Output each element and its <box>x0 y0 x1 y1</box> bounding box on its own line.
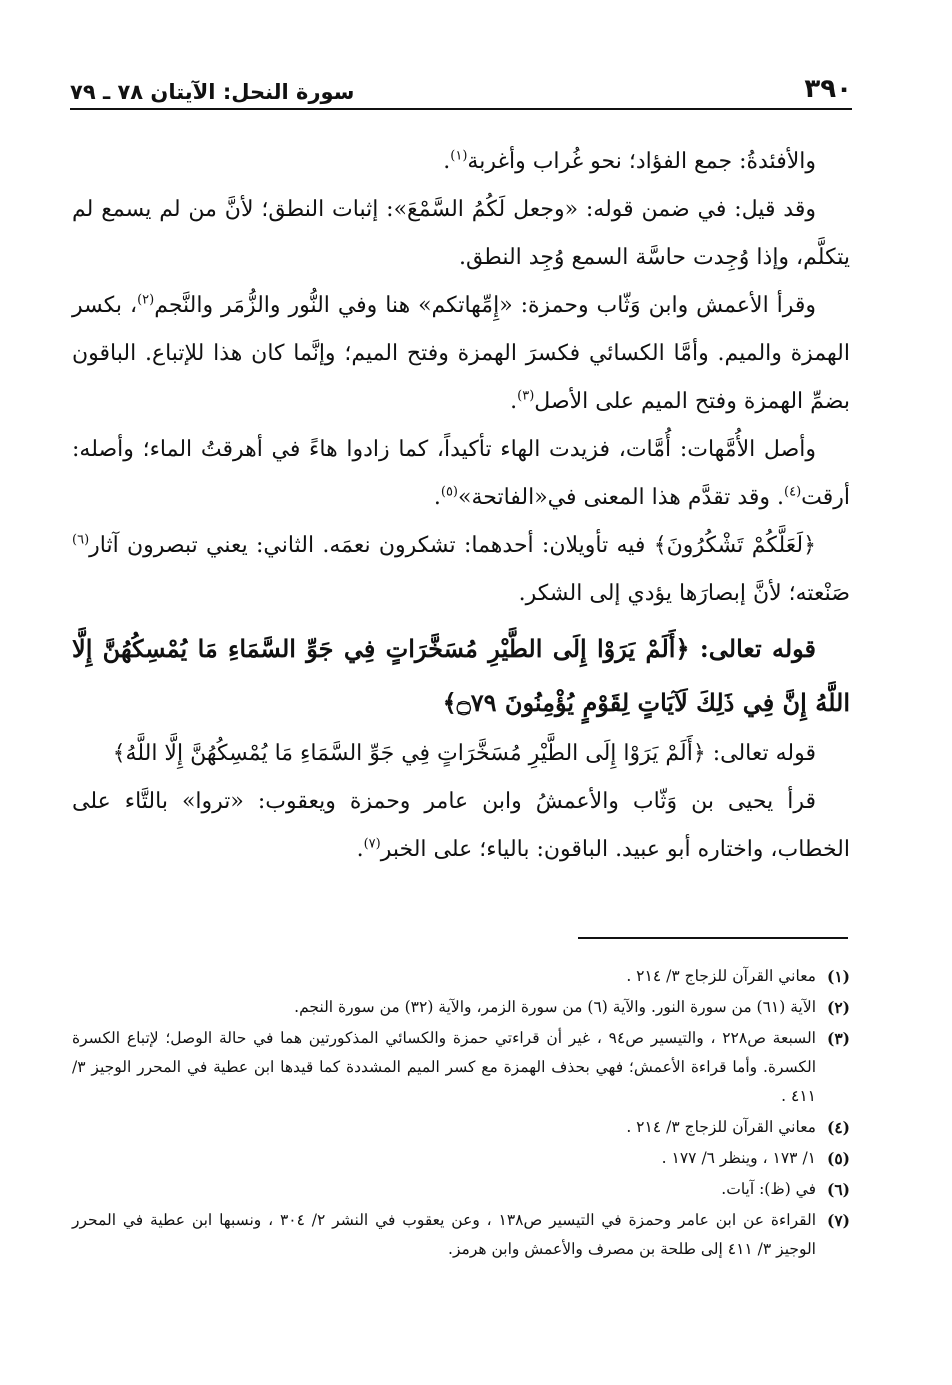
paragraph-text: وقرأ الأعمش وابن وَثّاب وحمزة: «إِمِّهاتكم» هنا وفي النُّور والزُّمَر والنَّجم <box>154 293 816 318</box>
footnote-item <box>72 1113 850 1142</box>
footnote-number: (٧) <box>826 1211 850 1230</box>
paragraph-tail: صَنْعته؛ لأنَّ إبصارَها يؤدي إلى الشكر. <box>518 581 850 606</box>
footnote-item <box>72 962 850 991</box>
footnote-item <box>72 1024 850 1111</box>
paragraph-tail: . <box>443 149 451 174</box>
footnote-ref[interactable]: (٧) <box>363 836 381 852</box>
footnotes <box>72 962 850 1266</box>
paragraph-tail: ، بكسر الهمزة والميم. وأمَّا الكسائي فكسرَ الهمزة وفتح الميم؛ وإنَّما كان هذا للإتباع. الباقون بضمِّ الهمزة وفتح الميم على الأصل <box>72 293 850 414</box>
footnote-number: (٤) <box>826 1118 850 1137</box>
footnote-item <box>72 993 850 1022</box>
paragraph-text: ﴿لَعَلَّكُمْ تَشْكُرُونَ﴾ فيه تأويلان: أحدهما: تشكرون نعمَه. الثاني: يعني تبصرون آثار <box>89 533 816 558</box>
paragraph-text: قرأ يحيى بن وَثّاب والأعمشُ وابن عامر وحمزة ويعقوب: «تروا» بالتَّاء على الخطاب، واختاره أبو عبيد. الباقون: بالياء؛ على الخبر <box>72 789 850 862</box>
footnote-text: ١/ ١٧٣ ، وينظر ٦/ ١٧٧ . <box>661 1149 816 1167</box>
footnote-text: القراءة عن ابن عامر وحمزة في التيسير ص١٣٨ ، وعن يعقوب في النشر ٢/ ٣٠٤ ، ونسبها ابن عطية في المحرر الوجيز ٣/ ٤١١ إلى طلحة بن مصرف والأعمش وابن هرمز. <box>72 1211 816 1258</box>
paragraph-4 <box>72 426 850 522</box>
paragraph-tail: . <box>510 389 518 414</box>
footnote-number: (٥) <box>826 1149 850 1168</box>
footnote-ref[interactable]: (١) <box>450 148 468 164</box>
quran-verse: ﴿أَلَمْ يَرَوْا إِلَى الطَّيْرِ مُسَخَّرَاتٍ فِي جَوِّ السَّمَاءِ مَا يُمْسِكُهُنَّ إِلَّا اللَّهُ إِنَّ فِي ذَلِكَ لَآيَاتٍ لِقَوْمٍ يُؤْمِنُونَ ۝٧٩﴾ <box>72 634 850 717</box>
footnote-ref[interactable]: (٦) <box>72 532 90 548</box>
footnote-text: في (ظ): آيات. <box>721 1180 816 1198</box>
paragraph-text: وأصل الأُمَّهات: أُمَّات، فزيدت الهاء تأكيداً، كما زادوا هاءً في أهرقتُ الماء؛ وأصله: أرقت <box>72 437 850 510</box>
footnote-text: معاني القرآن للزجاج ٣/ ٢١٤ . <box>626 1118 816 1136</box>
main-text <box>72 138 850 874</box>
footnote-item <box>72 1144 850 1173</box>
footnote-number: (١) <box>826 967 850 986</box>
paragraph-5 <box>72 522 850 618</box>
verse-heading <box>72 622 850 730</box>
paragraph-text: قوله تعالى: ﴿أَلَمْ يَرَوْا إِلَى الطَّيْرِ مُسَخَّرَاتٍ فِي جَوِّ السَّمَاءِ مَا يُمْسِكُهُنَّ إِلَّا اللَّهُ﴾ <box>112 741 816 766</box>
footnote-item <box>72 1206 850 1264</box>
footnote-text: الآية (٦١) من سورة النور. والآية (٦) من سورة الزمر، والآية (٣٢) من سورة النجم. <box>294 998 816 1016</box>
commentary-1 <box>72 730 850 778</box>
footnote-ref[interactable]: (٣) <box>517 388 535 404</box>
page-number: ٣٩٠ <box>804 74 852 104</box>
verse-lead: قوله تعالى: <box>699 634 817 663</box>
footnote-ref[interactable]: (٤) <box>784 484 802 500</box>
footnote-ref[interactable]: (٢) <box>137 292 155 308</box>
paragraph-1 <box>72 138 850 186</box>
footnote-text: معاني القرآن للزجاج ٣/ ٢١٤ . <box>626 967 816 985</box>
footnote-number: (٢) <box>826 998 850 1017</box>
running-header <box>70 60 852 110</box>
paragraph-2 <box>72 186 850 282</box>
paragraph-tail: . وقد تقدَّم هذا المعنى في«الفاتحة» <box>458 485 784 510</box>
paragraph-3 <box>72 282 850 426</box>
footnote-number: (٣) <box>826 1029 850 1048</box>
footnote-separator <box>578 937 848 939</box>
paragraph-tail: . <box>433 485 441 510</box>
footnote-ref[interactable]: (٥) <box>440 484 458 500</box>
paragraph-text: والأفئدةُ: جمع الفؤاد؛ نحو غُراب وأغربة <box>467 149 816 174</box>
footnote-text: السبعة ص٢٢٨ ، والتيسير ص٩٤ ، غير أن قراءتي حمزة والكسائي المذكورتين هما في حالة الوصل؛ لإتباع الكسرة الكسرة. وأما قراءة الأعمش؛ فهي بحذف الهمزة مع كسر الميم المشددة كما قيدها ابن عطية في المحرر الوجيز ٣/ ٤١١ . <box>72 1029 816 1105</box>
paragraph-text: وقد قيل: في ضمن قوله: «وجعل لَكُمُ السَّمْعَ»: إثبات النطق؛ لأنَّ من لم يسمع لم يتكلَّم، وإذا وُجِدت حاسَّة السمع وُجِد النطق. <box>72 197 850 270</box>
paragraph-tail: . <box>356 837 364 862</box>
commentary-2 <box>72 778 850 874</box>
footnote-item <box>72 1175 850 1204</box>
running-title: سورة النحل: الآيتان ٧٨ ـ ٧٩ <box>70 80 355 104</box>
footnote-number: (٦) <box>826 1180 850 1199</box>
